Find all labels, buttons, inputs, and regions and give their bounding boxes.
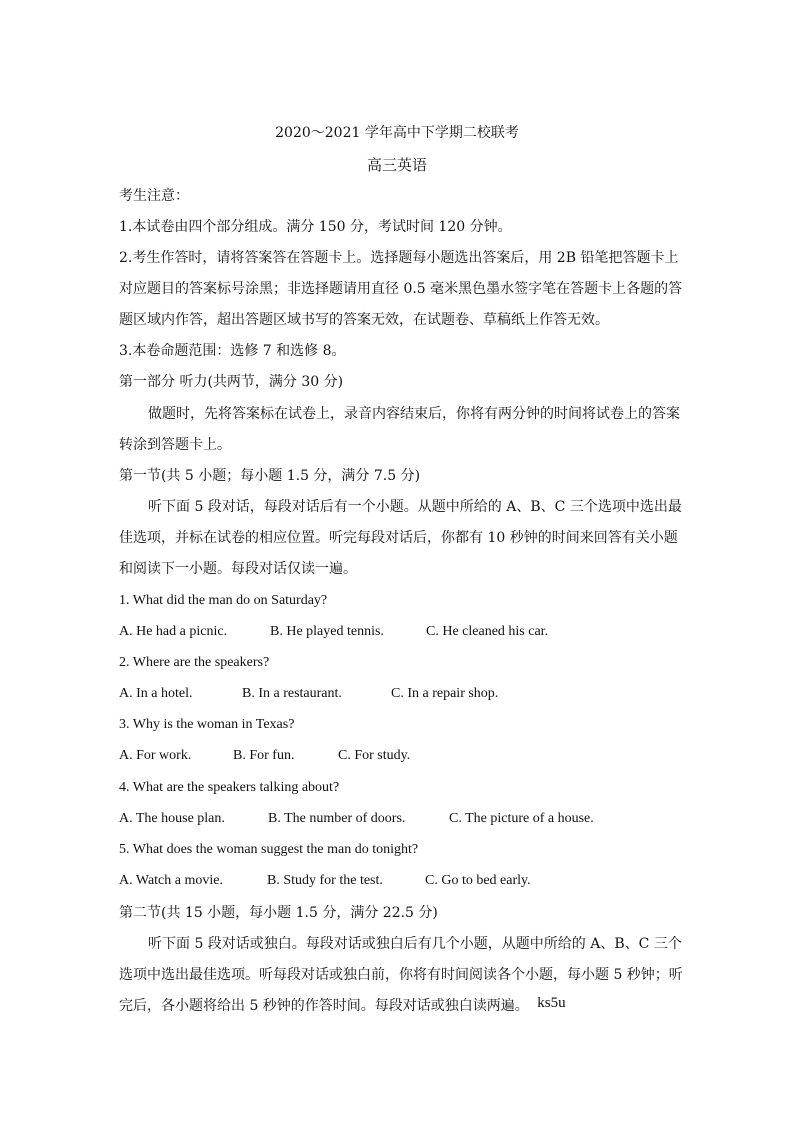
section-2-intro-line-2: 选项中选出最佳选项。听每段对话或独白前，你将有时间阅读各个小题，每小题 5 秒钟；听 <box>119 967 683 983</box>
section-1-intro-line-1: 听下面 5 段对话，每段对话后有一个小题。从题中所给的 A、B、C 三个选项中选出最 <box>148 499 682 515</box>
section-2-heading: 第二节(共 15 小题，每小题 1.5 分，满分 22.5 分) <box>119 905 438 921</box>
question-4-stem: 4. What are the speakers talking about? <box>119 780 340 795</box>
exam-subject: 高三英语 <box>366 156 427 174</box>
section-2-intro-line-3-text: 完后，各小题将给出 5 秒钟的作答时间。每段对话或独白读两遍。 <box>119 998 529 1014</box>
question-5-option-b: B. Study for the test. <box>267 873 383 888</box>
question-1-option-b: B. He played tennis. <box>270 624 384 639</box>
question-1-options <box>119 622 679 642</box>
question-2-options <box>119 684 679 704</box>
notice-item-1: 1.本试卷由四个部分组成。满分 150 分，考试时间 120 分钟。 <box>119 219 512 235</box>
question-3-stem: 3. Why is the woman in Texas? <box>119 717 295 732</box>
question-2-stem: 2. Where are the speakers? <box>119 655 270 670</box>
question-2-option-c: C. In a repair shop. <box>391 686 499 701</box>
notice-item-2-line-3: 题区域内作答，超出答题区域书写的答案无效，在试题卷、草稿纸上作答无效。 <box>119 312 609 328</box>
question-5-option-c: C. Go to bed early. <box>425 873 531 888</box>
section-1-intro-line-2: 佳选项，并标在试卷的相应位置。听完每段对话后，你都有 10 秒钟的时间来回答有关小题 <box>119 530 678 546</box>
question-4-options <box>119 809 679 829</box>
notice-heading: 考生注意： <box>119 188 189 204</box>
part-1-intro-line-1: 做题时，先将答案标在试卷上，录音内容结束后，你将有两分钟的时间将试卷上的答案 <box>148 406 680 422</box>
section-2-intro-line-3 <box>119 996 679 1016</box>
question-5-stem: 5. What does the woman suggest the man do tonight? <box>119 842 419 857</box>
part-1-intro-line-2: 转涂到答题卡上。 <box>119 437 231 453</box>
question-2-option-a: A. In a hotel. <box>119 686 193 701</box>
section-2-intro-line-1: 听下面 5 段对话或独白。每段对话或独白后有几个小题，从题中所给的 A、B、C 三个 <box>148 936 682 952</box>
notice-item-3: 3.本卷命题范围：选修 7 和选修 8。 <box>119 343 346 359</box>
question-4-option-b: B. The number of doors. <box>268 811 406 826</box>
part-1-heading: 第一部分 听力(共两节，满分 30 分) <box>119 374 344 390</box>
question-1-option-a: A. He had a picnic. <box>119 624 228 639</box>
question-5-options <box>119 871 679 891</box>
question-3-option-c: C. For study. <box>338 748 411 763</box>
question-3-options <box>119 746 679 766</box>
notice-item-2-line-1: 2.考生作答时，请将答案答在答题卡上。选择题每小题选出答案后，用 2B 铅笔把答题卡上 <box>119 250 679 266</box>
exam-title: 2020～2021 学年高中下学期二校联考 <box>275 125 519 141</box>
question-1-stem: 1. What did the man do on Saturday? <box>119 593 328 608</box>
question-1-option-c: C. He cleaned his car. <box>426 624 549 639</box>
question-2-option-b: B. In a restaurant. <box>242 686 342 701</box>
question-4-option-a: A. The house plan. <box>119 811 225 826</box>
ks5u-watermark: ks5u <box>537 995 566 1011</box>
question-5-option-a: A. Watch a movie. <box>119 873 223 888</box>
question-4-option-c: C. The picture of a house. <box>449 811 594 826</box>
section-1-intro-line-3: 和阅读下一小题。每段对话仅读一遍。 <box>119 561 357 577</box>
question-3-option-b: B. For fun. <box>233 748 295 763</box>
question-3-option-a: A. For work. <box>119 748 192 763</box>
notice-item-2-line-2: 对应题目的答案标号涂黑；非选择题请用直径 0.5 毫米黑色墨水签字笔在答题卡上各题的答 <box>119 281 683 297</box>
section-1-heading: 第一节(共 5 小题；每小题 1.5 分，满分 7.5 分) <box>119 468 421 484</box>
